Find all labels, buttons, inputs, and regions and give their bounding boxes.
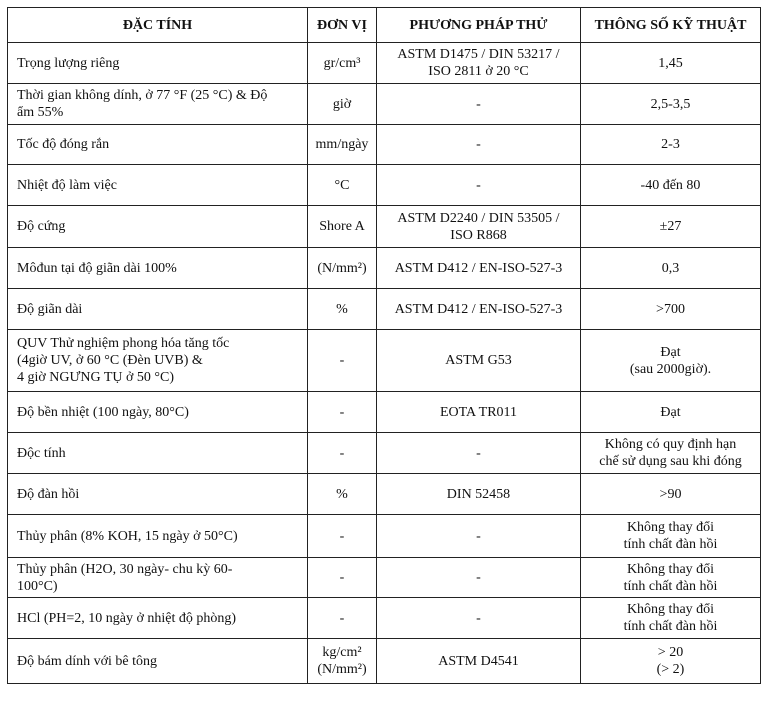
- property-cell: Thủy phân (8% KOH, 15 ngày ở 50°C): [8, 515, 308, 558]
- unit-cell: Shore A: [308, 206, 377, 248]
- specification-cell: -40 đến 80: [581, 165, 761, 206]
- property-cell: Độc tính: [8, 433, 308, 474]
- test-method-cell: -: [377, 515, 581, 558]
- property-cell: Nhiệt độ làm việc: [8, 165, 308, 206]
- test-method-cell: -: [377, 84, 581, 125]
- property-cell: Môđun tại độ giãn dài 100%: [8, 248, 308, 289]
- property-cell: Thời gian không dính, ở 77 °F (25 °C) & Độ ẩm 55%: [8, 84, 308, 125]
- property-cell: Độ giãn dài: [8, 289, 308, 330]
- specification-cell: > 20 (> 2): [581, 639, 761, 684]
- property-cell: Độ đàn hồi: [8, 474, 308, 515]
- table-row: [8, 474, 761, 515]
- test-method-cell: EOTA TR011: [377, 392, 581, 433]
- test-method-cell: DIN 52458: [377, 474, 581, 515]
- specification-cell: Không thay đổi tính chất đàn hồi: [581, 598, 761, 639]
- table-row: [8, 330, 761, 392]
- table-row: [8, 84, 761, 125]
- specification-cell: Đạt: [581, 392, 761, 433]
- unit-cell: giờ: [308, 84, 377, 125]
- test-method-cell: -: [377, 165, 581, 206]
- unit-cell: mm/ngày: [308, 125, 377, 165]
- table-row: [8, 433, 761, 474]
- property-cell: Độ bám dính với bê tông: [8, 639, 308, 684]
- table-row: [8, 639, 761, 684]
- specification-cell: Không thay đổi tính chất đàn hồi: [581, 558, 761, 598]
- unit-cell: °C: [308, 165, 377, 206]
- unit-cell: %: [308, 474, 377, 515]
- unit-cell: gr/cm³: [308, 43, 377, 84]
- test-method-cell: -: [377, 598, 581, 639]
- unit-cell: (N/mm²): [308, 248, 377, 289]
- table-row: [8, 598, 761, 639]
- table-row: [8, 289, 761, 330]
- test-method-cell: ASTM D1475 / DIN 53217 / ISO 2811 ở 20 °C: [377, 43, 581, 84]
- unit-cell: -: [308, 598, 377, 639]
- unit-cell: -: [308, 330, 377, 392]
- specification-cell: Không thay đổi tính chất đàn hồi: [581, 515, 761, 558]
- table-row: [8, 515, 761, 558]
- header-unit: ĐƠN VỊ: [308, 8, 377, 43]
- specification-cell: ±27: [581, 206, 761, 248]
- test-method-cell: -: [377, 433, 581, 474]
- specification-cell: 2,5-3,5: [581, 84, 761, 125]
- table-row: [8, 125, 761, 165]
- unit-cell: -: [308, 515, 377, 558]
- property-cell: Độ bền nhiệt (100 ngày, 80°C): [8, 392, 308, 433]
- test-method-cell: -: [377, 125, 581, 165]
- table-row: [8, 43, 761, 84]
- table-row: [8, 558, 761, 598]
- test-method-cell: ASTM G53: [377, 330, 581, 392]
- unit-cell: kg/cm² (N/mm²): [308, 639, 377, 684]
- table-row: [8, 248, 761, 289]
- property-cell: Thủy phân (H2O, 30 ngày- chu kỳ 60- 100°C): [8, 558, 308, 598]
- property-cell: QUV Thử nghiệm phong hóa tăng tốc (4giờ UV, ở 60 °C (Đèn UVB) & 4 giờ NGƯNG TỤ ở 50 °C): [8, 330, 308, 392]
- test-method-cell: -: [377, 558, 581, 598]
- header-specification: THÔNG SỐ KỸ THUẬT: [581, 8, 761, 43]
- specification-cell: 0,3: [581, 248, 761, 289]
- test-method-cell: ASTM D4541: [377, 639, 581, 684]
- table-row: [8, 165, 761, 206]
- specification-cell: 1,45: [581, 43, 761, 84]
- property-cell: HCl (PH=2, 10 ngày ở nhiệt độ phòng): [8, 598, 308, 639]
- unit-cell: -: [308, 558, 377, 598]
- property-cell: Trọng lượng riêng: [8, 43, 308, 84]
- spec-table-container: [7, 7, 761, 684]
- test-method-cell: ASTM D412 / EN-ISO-527-3: [377, 289, 581, 330]
- unit-cell: %: [308, 289, 377, 330]
- table-row: [8, 206, 761, 248]
- specification-cell: Đạt (sau 2000giờ).: [581, 330, 761, 392]
- test-method-cell: ASTM D412 / EN-ISO-527-3: [377, 248, 581, 289]
- specification-cell: >700: [581, 289, 761, 330]
- header-property: ĐẶC TÍNH: [8, 8, 308, 43]
- specification-cell: Không có quy định hạn chế sử dụng sau khi đóng: [581, 433, 761, 474]
- property-cell: Tốc độ đóng rắn: [8, 125, 308, 165]
- spec-table: [7, 7, 761, 684]
- table-row: [8, 392, 761, 433]
- specification-cell: >90: [581, 474, 761, 515]
- header-row: [8, 8, 761, 43]
- header-test-method: PHƯƠNG PHÁP THỬ: [377, 8, 581, 43]
- property-cell: Độ cứng: [8, 206, 308, 248]
- unit-cell: -: [308, 392, 377, 433]
- test-method-cell: ASTM D2240 / DIN 53505 / ISO R868: [377, 206, 581, 248]
- specification-cell: 2-3: [581, 125, 761, 165]
- unit-cell: -: [308, 433, 377, 474]
